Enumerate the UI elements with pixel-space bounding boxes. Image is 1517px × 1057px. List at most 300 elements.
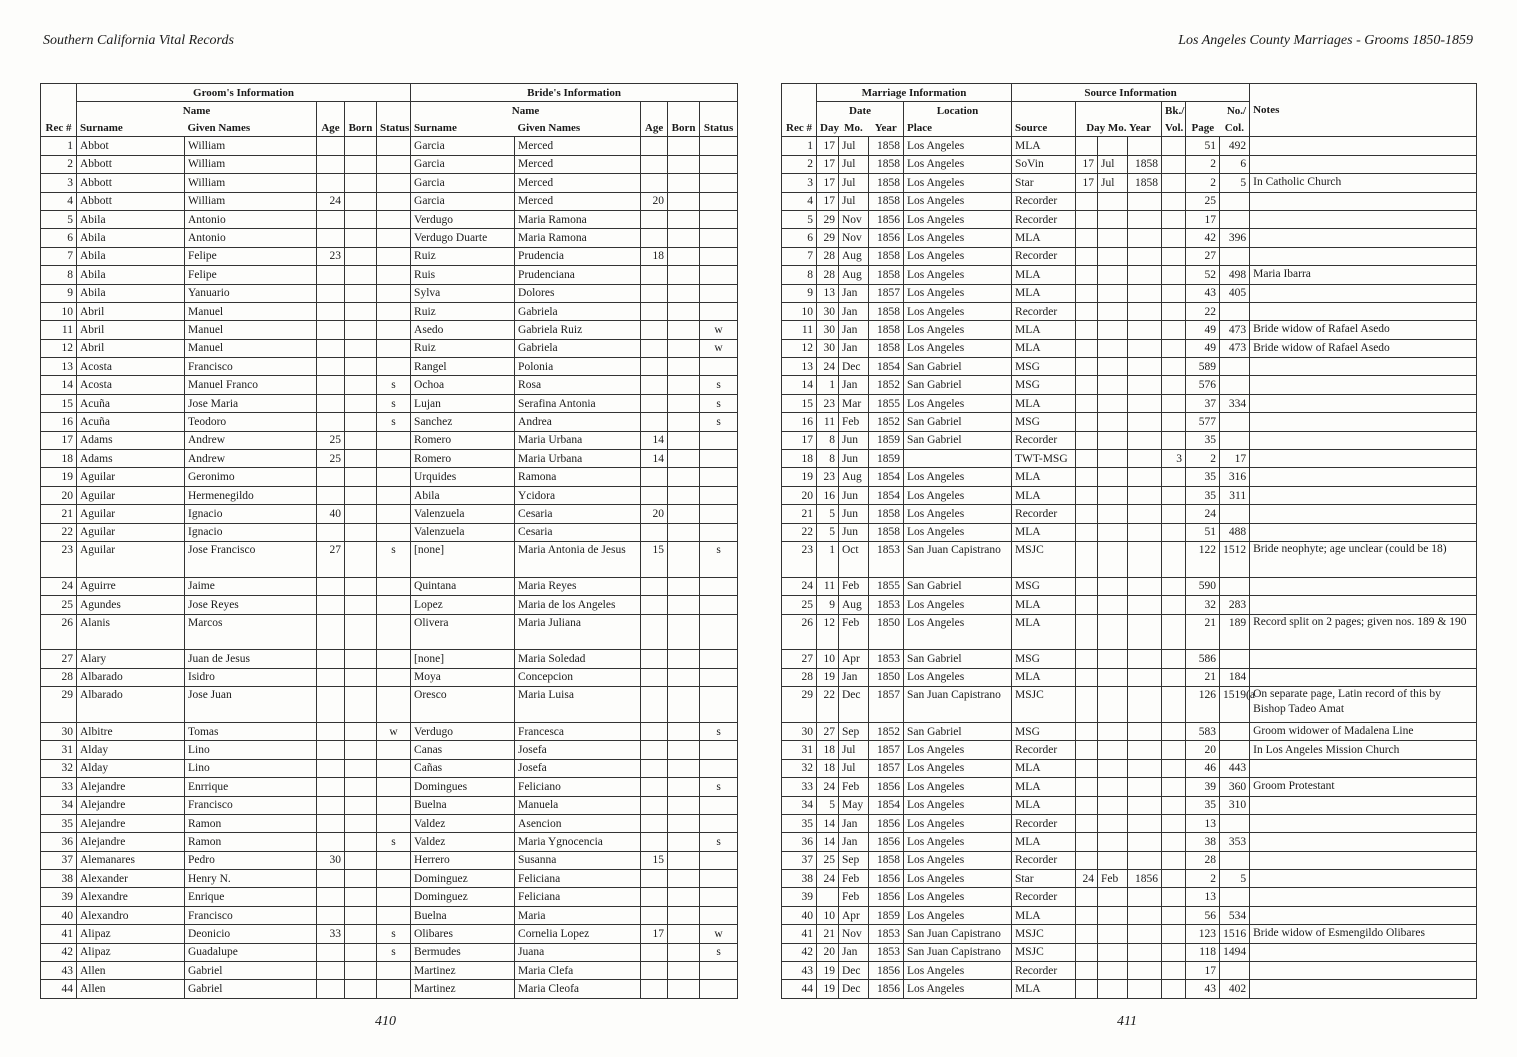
source-month-cell <box>1098 759 1128 777</box>
rec-header: Rec # <box>41 84 77 137</box>
notes-cell <box>1250 596 1477 614</box>
bride-status-cell <box>700 962 738 980</box>
col-cell: 316 <box>1220 468 1250 486</box>
table-row <box>41 321 738 339</box>
rec-cell: 21 <box>782 505 817 523</box>
month-cell: Jul <box>839 741 869 759</box>
page-cell: 2 <box>1186 155 1220 173</box>
no-header: No./ <box>1186 102 1250 120</box>
bride-given-cell: Merced <box>515 155 641 173</box>
place-cell: San Gabriel <box>904 431 1012 449</box>
source-month-cell <box>1098 302 1128 320</box>
month-cell: Jun <box>839 505 869 523</box>
month-cell: Jan <box>839 284 869 302</box>
groom-born-cell <box>345 650 377 668</box>
source-day-cell <box>1076 668 1098 686</box>
groom-age-cell: 27 <box>317 541 345 577</box>
col-cell <box>1220 888 1250 906</box>
groom-born-cell <box>345 394 377 412</box>
source-cell: MLA <box>1012 137 1076 155</box>
source-year-cell: 1858 <box>1128 174 1162 192</box>
col-cell: 310 <box>1220 796 1250 814</box>
source-month-cell <box>1098 596 1128 614</box>
bride-born-cell <box>668 413 700 431</box>
bride-surname-header: Surname <box>411 119 515 137</box>
bride-status-cell <box>700 523 738 541</box>
place-cell: Los Angeles <box>904 759 1012 777</box>
groom-given-cell: Ignacio <box>185 523 317 541</box>
month-cell: Feb <box>839 888 869 906</box>
rec-cell: 33 <box>41 778 77 796</box>
table-row <box>41 486 738 504</box>
groom-surname-cell: Adams <box>77 450 185 468</box>
col-header: Col. <box>1220 119 1250 137</box>
table-row <box>41 851 738 869</box>
rec-cell: 44 <box>782 980 817 998</box>
table-row <box>41 796 738 814</box>
page-cell: 51 <box>1186 523 1220 541</box>
bride-age-cell: 14 <box>641 431 668 449</box>
groom-born-cell <box>345 980 377 998</box>
groom-info-header: Groom's Information <box>77 84 411 102</box>
source-month-cell <box>1098 266 1128 284</box>
bride-status-cell: s <box>700 541 738 577</box>
col-cell: 353 <box>1220 833 1250 851</box>
table-row <box>782 505 1477 523</box>
source-year-cell <box>1128 339 1162 357</box>
place-cell: Los Angeles <box>904 155 1012 173</box>
groom-age-cell <box>317 266 345 284</box>
groom-age-cell <box>317 980 345 998</box>
marriage-source-table <box>781 83 1477 999</box>
groom-age-cell <box>317 302 345 320</box>
year-cell: 1856 <box>869 778 904 796</box>
notes-cell <box>1250 577 1477 595</box>
place-cell: San Juan Capistrano <box>904 541 1012 577</box>
groom-age-cell <box>317 870 345 888</box>
groom-status-cell <box>377 486 411 504</box>
groom-status-cell <box>377 450 411 468</box>
groom-born-cell <box>345 210 377 228</box>
bride-surname-cell: Olibares <box>411 925 515 943</box>
col-cell: 6 <box>1220 155 1250 173</box>
groom-surname-cell: Alary <box>77 650 185 668</box>
month-cell: Nov <box>839 210 869 228</box>
groom-surname-cell: Acuña <box>77 394 185 412</box>
notes-cell: Bride widow of Rafael Asedo <box>1250 339 1477 357</box>
place-cell: San Juan Capistrano <box>904 925 1012 943</box>
place-cell: San Gabriel <box>904 413 1012 431</box>
day-cell: 11 <box>817 577 839 595</box>
bride-age-cell <box>641 833 668 851</box>
bride-surname-cell: Verdugo Duarte <box>411 229 515 247</box>
year-cell: 1858 <box>869 851 904 869</box>
groom-status-cell <box>377 980 411 998</box>
day-header: Day <box>817 119 839 137</box>
day-cell: 1 <box>817 541 839 577</box>
month-cell: May <box>839 796 869 814</box>
bride-age-cell <box>641 174 668 192</box>
day-cell: 25 <box>817 851 839 869</box>
rec-cell: 9 <box>41 284 77 302</box>
vol-cell <box>1162 486 1186 504</box>
bride-given-cell: Maria Reyes <box>515 577 641 595</box>
groom-born-cell <box>345 505 377 523</box>
groom-status-cell <box>377 468 411 486</box>
groom-given-cell: Juan de Jesus <box>185 650 317 668</box>
source-cell: Recorder <box>1012 962 1076 980</box>
source-month-cell <box>1098 614 1128 650</box>
table-row <box>782 687 1477 723</box>
bride-born-cell <box>668 741 700 759</box>
day-cell: 8 <box>817 450 839 468</box>
page-cell: 583 <box>1186 722 1220 740</box>
notes-cell <box>1250 796 1477 814</box>
place-cell: San Juan Capistrano <box>904 943 1012 961</box>
place-cell: Los Angeles <box>904 302 1012 320</box>
rec-cell: 26 <box>782 614 817 650</box>
table-row <box>41 247 738 265</box>
rec-cell: 37 <box>782 851 817 869</box>
rec-cell: 26 <box>41 614 77 650</box>
bride-born-cell <box>668 358 700 376</box>
table-row <box>782 906 1477 924</box>
groom-given-cell: William <box>185 155 317 173</box>
vol-cell <box>1162 394 1186 412</box>
bride-born-cell <box>668 759 700 777</box>
groom-given-cell: Manuel <box>185 339 317 357</box>
month-cell: Apr <box>839 650 869 668</box>
groom-born-cell <box>345 431 377 449</box>
groom-surname-cell: Alday <box>77 741 185 759</box>
page-cell: 49 <box>1186 321 1220 339</box>
source-day-cell <box>1076 596 1098 614</box>
groom-status-cell: s <box>377 376 411 394</box>
groom-given-cell: Manuel <box>185 302 317 320</box>
month-cell: Jun <box>839 450 869 468</box>
place-cell: Los Angeles <box>904 284 1012 302</box>
page-cell: 52 <box>1186 266 1220 284</box>
year-cell: 1858 <box>869 266 904 284</box>
vol-cell <box>1162 247 1186 265</box>
vol-cell <box>1162 814 1186 832</box>
groom-status-header: Status <box>377 102 411 137</box>
vol-cell <box>1162 778 1186 796</box>
rec-cell: 15 <box>782 394 817 412</box>
notes-cell <box>1250 943 1477 961</box>
groom-surname-cell: Abila <box>77 229 185 247</box>
groom-status-cell: s <box>377 943 411 961</box>
groom-given-cell: Henry N. <box>185 870 317 888</box>
bride-surname-cell: Garcia <box>411 174 515 192</box>
col-cell: 17 <box>1220 450 1250 468</box>
page-cell: 42 <box>1186 229 1220 247</box>
page-cell: 126 <box>1186 687 1220 723</box>
rec-cell: 20 <box>41 486 77 504</box>
month-cell: Feb <box>839 413 869 431</box>
groom-born-cell <box>345 962 377 980</box>
source-year-cell <box>1128 431 1162 449</box>
year-cell: 1852 <box>869 722 904 740</box>
notes-cell <box>1250 358 1477 376</box>
table-row <box>782 247 1477 265</box>
groom-born-cell <box>345 376 377 394</box>
table-row <box>782 888 1477 906</box>
table-row <box>782 155 1477 173</box>
bride-born-cell <box>668 851 700 869</box>
vol-cell <box>1162 668 1186 686</box>
bride-given-cell: Gabriela <box>515 302 641 320</box>
bride-surname-cell: Abila <box>411 486 515 504</box>
source-day-cell <box>1076 943 1098 961</box>
vol-cell <box>1162 523 1186 541</box>
groom-age-cell <box>317 906 345 924</box>
bride-surname-cell: Verdugo <box>411 722 515 740</box>
place-cell: Los Angeles <box>904 229 1012 247</box>
groom-given-cell: Jaime <box>185 577 317 595</box>
source-cell: Star <box>1012 174 1076 192</box>
page-cell: 21 <box>1186 614 1220 650</box>
rec-cell: 29 <box>41 687 77 723</box>
rec-cell: 24 <box>782 577 817 595</box>
groom-age-cell: 25 <box>317 450 345 468</box>
day-cell: 23 <box>817 394 839 412</box>
table-row <box>782 468 1477 486</box>
source-year-cell <box>1128 541 1162 577</box>
source-cell: MLA <box>1012 486 1076 504</box>
groom-age-cell <box>317 943 345 961</box>
bride-given-cell: Maria Urbana <box>515 431 641 449</box>
groom-given-cell: Yanuario <box>185 284 317 302</box>
groom-given-cell: Jose Juan <box>185 687 317 723</box>
bride-status-cell <box>700 155 738 173</box>
year-cell: 1858 <box>869 174 904 192</box>
groom-surname-cell: Alexandro <box>77 906 185 924</box>
bride-given-cell: Feliciana <box>515 888 641 906</box>
notes-cell <box>1250 668 1477 686</box>
groom-surname-cell: Alday <box>77 759 185 777</box>
place-cell: Los Angeles <box>904 906 1012 924</box>
bride-given-cell: Polonia <box>515 358 641 376</box>
table-row <box>41 155 738 173</box>
table-row <box>41 210 738 228</box>
groom-status-cell <box>377 614 411 650</box>
source-year-cell <box>1128 759 1162 777</box>
col-cell <box>1220 851 1250 869</box>
groom-surname-cell: Acosta <box>77 358 185 376</box>
page-cell: 20 <box>1186 741 1220 759</box>
notes-cell <box>1250 376 1477 394</box>
page-number-right: 411 <box>1117 1014 1137 1029</box>
rec-cell: 28 <box>41 668 77 686</box>
groom-surname-cell: Alejandre <box>77 814 185 832</box>
day-cell: 19 <box>817 962 839 980</box>
source-month-cell <box>1098 505 1128 523</box>
source-month-cell <box>1098 192 1128 210</box>
year-cell: 1858 <box>869 321 904 339</box>
year-cell: 1857 <box>869 687 904 723</box>
bride-given-cell: Rosa <box>515 376 641 394</box>
vol-cell <box>1162 722 1186 740</box>
groom-age-cell <box>317 687 345 723</box>
source-month-cell <box>1098 376 1128 394</box>
page-number-left: 410 <box>375 1014 396 1029</box>
vol-cell <box>1162 833 1186 851</box>
source-month-cell <box>1098 943 1128 961</box>
source-day-cell <box>1076 833 1098 851</box>
source-year-cell <box>1128 247 1162 265</box>
vol-cell <box>1162 321 1186 339</box>
groom-given-cell: Ramon <box>185 814 317 832</box>
day-cell: 24 <box>817 870 839 888</box>
day-cell: 22 <box>817 687 839 723</box>
rec-cell: 22 <box>41 523 77 541</box>
vol-cell <box>1162 174 1186 192</box>
table-row <box>41 833 738 851</box>
source-cell: Recorder <box>1012 192 1076 210</box>
groom-given-cell: Gabriel <box>185 980 317 998</box>
bride-surname-cell: Valenzuela <box>411 505 515 523</box>
bride-surname-cell: Romero <box>411 431 515 449</box>
groom-age-cell <box>317 741 345 759</box>
year-cell: 1856 <box>869 888 904 906</box>
groom-age-cell <box>317 174 345 192</box>
groom-born-cell <box>345 523 377 541</box>
bride-given-cell: Maria de los Angeles <box>515 596 641 614</box>
page-cell: 122 <box>1186 541 1220 577</box>
bride-born-cell <box>668 174 700 192</box>
bride-given-cell: Merced <box>515 192 641 210</box>
bride-born-cell <box>668 210 700 228</box>
table-row <box>782 925 1477 943</box>
month-cell: Jun <box>839 486 869 504</box>
bride-age-cell <box>641 302 668 320</box>
table-row <box>782 741 1477 759</box>
day-cell: 30 <box>817 339 839 357</box>
col-cell <box>1220 722 1250 740</box>
vol-cell <box>1162 339 1186 357</box>
groom-status-cell <box>377 174 411 192</box>
groom-surname-cell: Abila <box>77 210 185 228</box>
source-month-cell: Jul <box>1098 174 1128 192</box>
bride-born-cell <box>668 339 700 357</box>
groom-status-cell <box>377 687 411 723</box>
table-row <box>782 302 1477 320</box>
bride-born-cell <box>668 925 700 943</box>
notes-cell <box>1250 814 1477 832</box>
rec-cell: 1 <box>41 137 77 155</box>
source-day-cell: 17 <box>1076 174 1098 192</box>
table-row <box>782 577 1477 595</box>
page-cell: 2 <box>1186 870 1220 888</box>
bride-surname-cell: Garcia <box>411 155 515 173</box>
bride-born-cell <box>668 155 700 173</box>
col-cell: 334 <box>1220 394 1250 412</box>
bride-age-cell <box>641 468 668 486</box>
month-cell: Dec <box>839 962 869 980</box>
bride-age-cell <box>641 906 668 924</box>
month-cell: Jan <box>839 376 869 394</box>
rec-cell: 2 <box>41 155 77 173</box>
vol-cell <box>1162 505 1186 523</box>
place-cell: Los Angeles <box>904 668 1012 686</box>
bride-surname-cell: Sanchez <box>411 413 515 431</box>
bride-surname-cell: Domingues <box>411 778 515 796</box>
month-cell: Feb <box>839 870 869 888</box>
day-cell: 9 <box>817 596 839 614</box>
groom-born-cell <box>345 668 377 686</box>
col-cell: 534 <box>1220 906 1250 924</box>
year-cell: 1854 <box>869 468 904 486</box>
bride-age-cell: 15 <box>641 541 668 577</box>
source-cell: MLA <box>1012 614 1076 650</box>
bride-given-cell: Feliciana <box>515 870 641 888</box>
year-cell: 1854 <box>869 358 904 376</box>
groom-born-cell <box>345 577 377 595</box>
source-day-cell <box>1076 650 1098 668</box>
source-month-cell <box>1098 541 1128 577</box>
source-month-cell <box>1098 687 1128 723</box>
groom-born-cell <box>345 302 377 320</box>
bride-given-cell: Serafina Antonia <box>515 394 641 412</box>
notes-cell <box>1250 284 1477 302</box>
place-cell: Los Angeles <box>904 321 1012 339</box>
groom-born-cell <box>345 339 377 357</box>
vol-cell <box>1162 266 1186 284</box>
bride-given-cell: Dolores <box>515 284 641 302</box>
table-row <box>41 358 738 376</box>
bride-born-cell <box>668 266 700 284</box>
rec-cell: 11 <box>782 321 817 339</box>
groom-born-cell <box>345 468 377 486</box>
source-month-cell <box>1098 925 1128 943</box>
col-cell <box>1220 650 1250 668</box>
groom-status-cell <box>377 431 411 449</box>
vol-cell <box>1162 943 1186 961</box>
year-cell: 1856 <box>869 814 904 832</box>
month-cell: Jan <box>839 339 869 357</box>
bride-surname-cell: Urquides <box>411 468 515 486</box>
bride-given-cell: Maria Juliana <box>515 614 641 650</box>
place-cell: Los Angeles <box>904 266 1012 284</box>
bride-status-cell <box>700 358 738 376</box>
day-cell: 8 <box>817 431 839 449</box>
bride-given-cell: Maria <box>515 906 641 924</box>
rec-cell: 43 <box>41 962 77 980</box>
source-month-cell <box>1098 741 1128 759</box>
source-month-cell <box>1098 210 1128 228</box>
bride-status-cell <box>700 980 738 998</box>
month-cell: Jan <box>839 943 869 961</box>
source-year-cell <box>1128 722 1162 740</box>
place-cell: Los Angeles <box>904 596 1012 614</box>
day-cell: 29 <box>817 229 839 247</box>
bride-given-cell: Maria Cleofa <box>515 980 641 998</box>
bride-surname-cell: Lopez <box>411 596 515 614</box>
month-cell: Feb <box>839 778 869 796</box>
bride-born-cell <box>668 229 700 247</box>
source-year-cell <box>1128 450 1162 468</box>
col-cell <box>1220 376 1250 394</box>
groom-born-cell <box>345 687 377 723</box>
table-row <box>782 321 1477 339</box>
groom-age-cell <box>317 339 345 357</box>
groom-born-cell <box>345 943 377 961</box>
page-cell: 17 <box>1186 210 1220 228</box>
source-year-cell <box>1128 376 1162 394</box>
rec-cell: 3 <box>41 174 77 192</box>
vol-cell <box>1162 210 1186 228</box>
